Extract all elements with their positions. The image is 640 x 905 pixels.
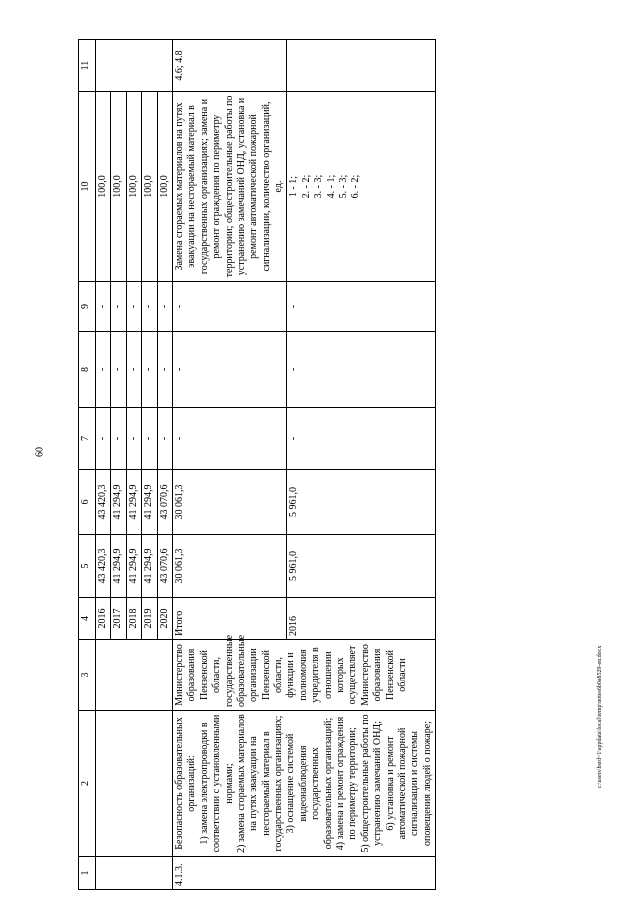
- value-cell: 43 420,3: [96, 470, 111, 535]
- item-line: 5) общестроительные работы по устранению замечаний ОНД;: [359, 714, 384, 853]
- empty-cell: [126, 857, 141, 890]
- year-cell: 2018: [126, 598, 141, 640]
- year-cell: 2017: [111, 598, 126, 640]
- value-cell: -: [287, 282, 436, 332]
- value-cell: 41 294,9: [126, 470, 141, 535]
- count-line: 6. - 2;: [350, 174, 362, 199]
- reference-cell: 4.6; 4.8: [172, 40, 287, 92]
- value-cell: 30 061,3: [172, 535, 287, 598]
- executor-cell: [172, 634, 435, 711]
- header-cell: 4: [79, 598, 96, 640]
- empty-cell: [157, 640, 172, 711]
- header-cell: 10: [79, 92, 96, 282]
- program-table: [78, 39, 436, 890]
- value-cell: 41 294,9: [142, 470, 157, 535]
- value-cell: -: [126, 282, 141, 332]
- table-row: [142, 40, 157, 890]
- item-line: 4) замена и ремонт ограждения по периметру территории;: [335, 716, 359, 851]
- table-row: [157, 40, 172, 890]
- header-cell: 1: [79, 857, 96, 890]
- value-cell: 43 420,3: [96, 535, 111, 598]
- value-cell: 41 294,9: [111, 470, 126, 535]
- value-cell: -: [157, 332, 172, 408]
- value-cell: -: [172, 282, 287, 332]
- value-cell: -: [126, 332, 141, 408]
- value-cell: -: [287, 332, 436, 408]
- footer-file-path: c:\users\bsrd~1\appdata\local\temp\notes6b0a8529-en.docx: [597, 645, 603, 789]
- value-cell: -: [287, 408, 436, 470]
- value-cell: -: [172, 332, 287, 408]
- table-row: [111, 40, 126, 890]
- executor-text: Министерство образования Пензенской области: [359, 644, 408, 706]
- value-cell: -: [126, 408, 141, 470]
- item-line: 3) оснащение системой видеонаблюдения государственных образовательных организаций;: [285, 717, 334, 850]
- empty-cell: [142, 711, 157, 857]
- header-row: [79, 40, 96, 890]
- year-cell: 2020: [157, 598, 172, 640]
- value-cell: 100,0: [157, 92, 172, 282]
- value-cell: -: [157, 282, 172, 332]
- item-description: [172, 711, 435, 857]
- header-cell: 7: [79, 408, 96, 470]
- value-cell: 43 070,6: [157, 470, 172, 535]
- count-line: 3. - 3;: [313, 174, 325, 199]
- value-cell: -: [172, 408, 287, 470]
- empty-cell: [111, 640, 126, 711]
- item-title: Безопасность образовательных организаций:: [173, 717, 198, 850]
- header-cell: 5: [79, 535, 96, 598]
- executor-text: Министерство образования Пензенской области, государственные образовательные организации Пензенской области, функции и полномочия учредителя в отношении которых осуществляет: [173, 634, 359, 707]
- value-cell: -: [96, 282, 111, 332]
- value-cell: 100,0: [96, 92, 111, 282]
- empty-cell: [142, 40, 157, 92]
- value-cell: 41 294,9: [126, 535, 141, 598]
- value-cell: 100,0: [126, 92, 141, 282]
- empty-cell: [96, 640, 111, 711]
- count-line: 4. - 1;: [325, 174, 337, 199]
- year-cell: 2016: [287, 598, 436, 640]
- empty-cell: [126, 640, 141, 711]
- count-line: 1 - 1;: [288, 175, 300, 198]
- empty-cell: [157, 857, 172, 890]
- value-cell: -: [157, 408, 172, 470]
- empty-cell: [157, 711, 172, 857]
- page-number: 60: [34, 447, 46, 457]
- empty-cell: [111, 40, 126, 92]
- count-line: 2. - 2;: [300, 174, 312, 199]
- value-cell: 41 294,9: [111, 535, 126, 598]
- value-cell: -: [96, 332, 111, 408]
- header-cell: 9: [79, 282, 96, 332]
- empty-cell: [96, 40, 111, 92]
- value-cell: 43 070,6: [157, 535, 172, 598]
- value-cell: -: [142, 282, 157, 332]
- empty-cell: [126, 711, 141, 857]
- empty-cell: [157, 40, 172, 92]
- result-counts: [287, 92, 436, 282]
- empty-cell: [111, 857, 126, 890]
- value-cell: -: [142, 408, 157, 470]
- item-line: 6) установка и ремонт автоматической пожарной сигнализации и системы оповещения людей о пожаре;: [384, 721, 433, 846]
- value-cell: -: [111, 332, 126, 408]
- value-cell: -: [96, 408, 111, 470]
- empty-cell: [287, 40, 436, 92]
- value-cell: 100,0: [111, 92, 126, 282]
- item-line: 2) замена сгораемых материалов на путях эвакуации на несгораемый материал в государственных организациях;: [235, 714, 285, 853]
- rotated-table-container: [78, 40, 602, 890]
- header-cell: 11: [79, 40, 96, 92]
- empty-cell: [111, 711, 126, 857]
- result-description: Замена сгораемых материалов на путях эвакуации на несгораемый материал в государственных организациях; замена и ремонт ограждения по периметру территории; общестроительные работы по устранению замечаний ОНД, установка и ремонт автоматической пожарной сигнализации, количество организаций, ед.: [172, 92, 287, 282]
- value-cell: 100,0: [142, 92, 157, 282]
- item-number: 4.1.3.: [172, 857, 435, 890]
- item-line: 1) замена электропроводки в соответствии с установленными нормами;: [198, 714, 235, 853]
- empty-cell: [126, 40, 141, 92]
- total-label: Итого: [172, 598, 287, 640]
- value-cell: 5 961,0: [287, 535, 436, 598]
- value-cell: 5 961,0: [287, 470, 436, 535]
- value-cell: 41 294,9: [142, 535, 157, 598]
- header-cell: 2: [79, 711, 96, 857]
- value-cell: 30 061,3: [172, 470, 287, 535]
- table-row: [126, 40, 141, 890]
- empty-cell: [142, 640, 157, 711]
- value-cell: -: [111, 282, 126, 332]
- value-cell: -: [111, 408, 126, 470]
- empty-cell: [96, 857, 111, 890]
- header-cell: 8: [79, 332, 96, 408]
- empty-cell: [142, 857, 157, 890]
- table-row-total: [172, 40, 287, 890]
- header-cell: 3: [79, 640, 96, 711]
- year-cell: 2019: [142, 598, 157, 640]
- header-cell: 6: [79, 470, 96, 535]
- table-row: [96, 40, 111, 890]
- year-cell: 2016: [96, 598, 111, 640]
- empty-cell: [96, 711, 111, 857]
- value-cell: -: [142, 332, 157, 408]
- count-line: 5. - 3;: [338, 174, 350, 199]
